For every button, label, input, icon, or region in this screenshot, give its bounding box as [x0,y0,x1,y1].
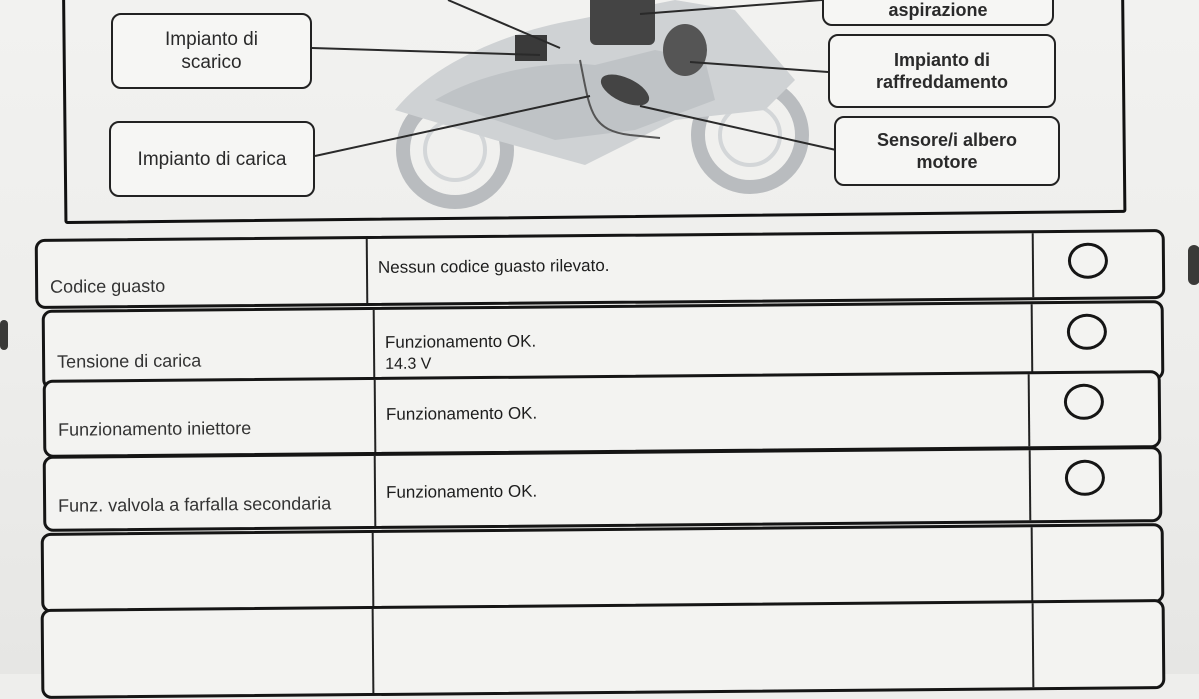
row-value-cell [374,527,1034,607]
result-row-empty [41,599,1166,699]
exhaust-component [515,35,547,61]
page-edge-mark [0,320,8,350]
row-label-cell [44,533,375,610]
row-label-cell [46,456,377,529]
callout-impianto-carica [109,121,315,197]
row-label-cell [45,310,376,387]
callout-aspirazione-text: aspirazione [888,0,988,20]
row-value: Nessun codice guasto rilevato. [377,255,610,277]
result-row-valvola-farfalla [43,446,1163,532]
callout-raffreddamento-line1: Impianto di [894,50,990,70]
radiator-component [663,24,707,76]
row-label: Funzionamento iniettore [58,418,252,440]
row-value-cell [374,603,1035,693]
ok-circle-icon [1064,384,1104,420]
row-value: Funzionamento OK. [385,403,538,424]
callout-sensore-albero-motore [834,116,1060,186]
row-value-voltage: 14.3 V [385,355,432,373]
row-value: Funzionamento OK. [385,481,538,502]
page-edge-mark [1188,245,1199,285]
row-label-cell [44,609,375,696]
callout-raffreddamento-line2: raffreddamento [875,72,1009,92]
row-mark-cell [1033,526,1162,601]
ok-circle-icon [1068,243,1108,279]
callout-impianto-scarico [111,13,312,89]
callout-scarico-line1: Impianto di [165,29,258,50]
callout-aspirazione [822,0,1054,26]
row-value-cell [368,233,1035,303]
row-value-cell [376,450,1032,526]
motorcycle-illustration [375,0,835,220]
ok-circle-icon [1067,314,1107,350]
row-mark-cell [1034,232,1163,297]
row-value-status: Funzionamento OK. [384,331,537,352]
callout-carica-text: Impianto di carica [137,148,287,170]
result-row-empty [41,523,1165,613]
callout-sensore-line2: motore [916,152,978,172]
callout-sensore-line1: Sensore/i albero [876,130,1018,150]
result-row-codice-guasto [35,229,1166,309]
row-value [385,331,537,376]
row-mark-cell [1031,449,1160,520]
row-label: Tensione di carica [57,350,202,372]
intake-component [590,0,655,45]
ok-circle-icon [1065,460,1105,496]
result-row-funzionamento-iniettore [43,370,1162,458]
row-value-cell [376,374,1031,452]
row-mark-cell [1033,303,1162,378]
row-label-cell [46,380,377,455]
row-label-cell [38,239,369,306]
row-label: Codice guasto [50,275,166,297]
row-mark-cell [1034,602,1163,687]
row-mark-cell [1030,373,1159,446]
callout-impianto-raffreddamento [828,34,1056,108]
callout-scarico-line2: scarico [181,52,242,73]
row-label: Funz. valvola a farfalla secondaria [58,493,332,516]
